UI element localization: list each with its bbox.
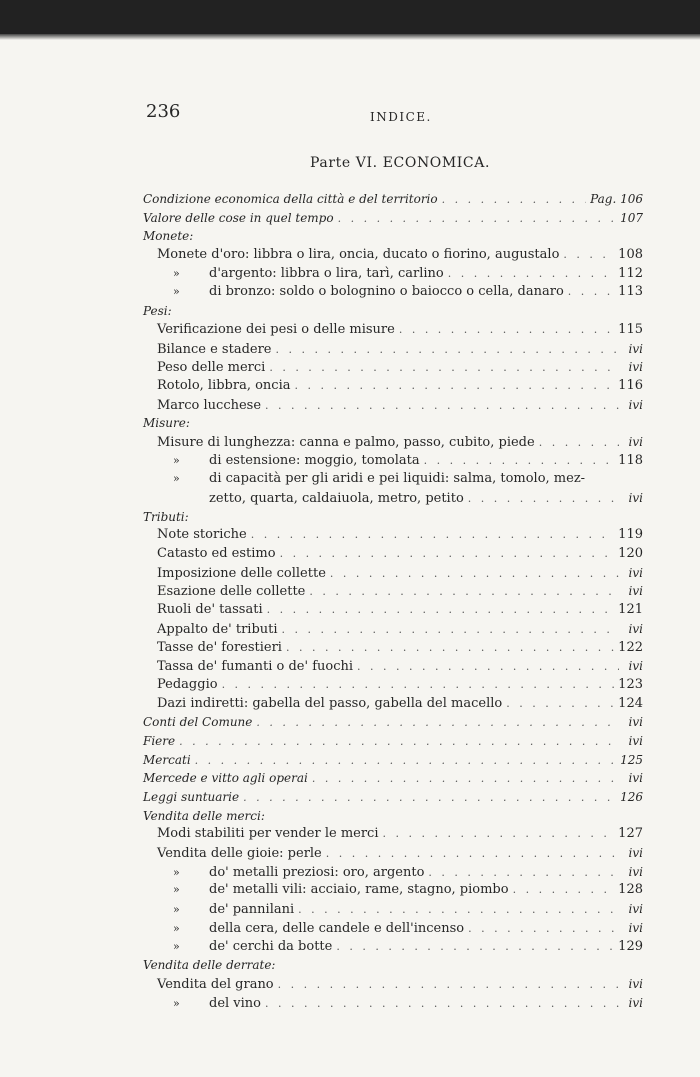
dot-leader bbox=[280, 545, 615, 564]
toc-entry bbox=[143, 825, 643, 844]
toc-page-ref: 129 bbox=[618, 938, 643, 954]
toc-page-ref: ivi bbox=[628, 659, 643, 674]
toc-entry-text: d'argento: libbra o lira, tarì, carlino bbox=[209, 265, 444, 281]
dot-leader bbox=[336, 938, 614, 957]
toc-page-ref: 112 bbox=[618, 265, 643, 281]
toc-entry-text: Valore delle cose in quel tempo bbox=[143, 210, 334, 225]
toc-entry bbox=[143, 283, 643, 302]
toc-entry bbox=[143, 900, 643, 919]
dot-leader bbox=[506, 695, 614, 714]
ditto-mark: » bbox=[173, 453, 180, 467]
toc-page-ref: ivi bbox=[628, 434, 643, 449]
toc-entry-text: di capacità per gli aridi e pei liquidi: salma, tomolo, mez- bbox=[209, 471, 586, 487]
toc-entry-text: Tassa de' fumanti o de' fuochi bbox=[157, 659, 354, 675]
toc-page-ref: ivi bbox=[628, 976, 643, 991]
toc-entry-text: Mercede e vitto agli operai bbox=[143, 771, 308, 786]
toc-page-ref: 124 bbox=[618, 695, 643, 711]
dot-leader bbox=[338, 210, 617, 229]
toc-entry bbox=[143, 470, 643, 489]
toc-heading bbox=[143, 508, 643, 527]
ditto-mark: » bbox=[173, 865, 180, 879]
toc-page-ref: Pag. 106 bbox=[590, 192, 643, 206]
toc-entry bbox=[143, 265, 643, 284]
toc-page-ref: 121 bbox=[618, 602, 643, 618]
toc-entry-text: Mercati bbox=[143, 752, 191, 767]
toc-entry-text: Esazione delle collette bbox=[157, 584, 306, 600]
toc-entry-text: Vendita delle merci: bbox=[143, 808, 265, 823]
toc-entry bbox=[143, 657, 643, 676]
toc-entry-text: Leggi suntuarie bbox=[143, 790, 240, 804]
ditto-mark: » bbox=[173, 285, 180, 299]
dot-leader bbox=[265, 995, 619, 1014]
toc-entry bbox=[143, 863, 643, 882]
toc-heading bbox=[143, 414, 643, 433]
toc-entry-text: Appalto de' tributi bbox=[157, 621, 278, 637]
toc-page-ref: ivi bbox=[628, 771, 643, 786]
toc-entry-text: Monete d'oro: libbra o lira, oncia, ducato o fiorino, augustalo bbox=[157, 247, 560, 263]
toc-heading bbox=[143, 788, 643, 807]
toc-entry bbox=[143, 881, 643, 900]
toc-page-ref: ivi bbox=[628, 733, 643, 748]
toc-entry-text: Pedaggio bbox=[157, 676, 218, 692]
dot-leader bbox=[563, 246, 614, 265]
toc-entry-text: Monete: bbox=[143, 229, 194, 244]
toc-entry-text: Fiere bbox=[143, 733, 176, 748]
dot-leader bbox=[265, 397, 619, 416]
toc-page-ref: ivi bbox=[628, 864, 643, 879]
toc-entry bbox=[143, 582, 643, 601]
toc-entry bbox=[143, 340, 643, 359]
toc-page-ref: 107 bbox=[620, 210, 643, 225]
toc-entry bbox=[143, 526, 643, 545]
toc-page-ref: 128 bbox=[618, 882, 643, 898]
toc-page-ref: ivi bbox=[628, 920, 643, 935]
toc-entry-text: Conti del Comune bbox=[143, 715, 253, 730]
toc-entry-text: Imposizione delle collette bbox=[157, 565, 326, 581]
toc-entry-text: Tasse de' forestieri bbox=[157, 639, 282, 655]
toc-entry-text: Vendita delle gioie: perle bbox=[157, 846, 322, 862]
dot-leader bbox=[468, 490, 619, 509]
dot-leader bbox=[282, 621, 619, 640]
dot-leader bbox=[267, 601, 615, 620]
toc-page-ref: 113 bbox=[618, 284, 643, 300]
toc-entry-text: de' cerchi da botte bbox=[209, 938, 333, 954]
ditto-mark: » bbox=[173, 939, 180, 953]
toc-page-ref: ivi bbox=[628, 995, 643, 1010]
toc-entry bbox=[143, 695, 643, 714]
dot-leader bbox=[468, 920, 619, 939]
toc-page-ref: 122 bbox=[618, 639, 643, 655]
toc-entry-text: Verificazione dei pesi o delle misure bbox=[157, 321, 395, 337]
ditto-mark: » bbox=[173, 472, 180, 486]
dot-leader bbox=[312, 770, 619, 789]
toc-page-ref: 126 bbox=[620, 790, 643, 804]
toc-entry-text: Misure: bbox=[143, 416, 190, 431]
toc-entry bbox=[143, 919, 643, 938]
toc-page-ref: 115 bbox=[618, 321, 643, 337]
toc-heading bbox=[143, 209, 643, 228]
dot-leader bbox=[298, 901, 619, 920]
dot-leader bbox=[326, 845, 619, 864]
dot-leader bbox=[539, 434, 619, 453]
toc-heading bbox=[143, 769, 643, 788]
toc-entry bbox=[143, 321, 643, 340]
toc-page-ref: ivi bbox=[628, 565, 643, 580]
toc-entry-text: Peso delle merci bbox=[157, 360, 266, 376]
ditto-mark: » bbox=[173, 903, 180, 917]
toc-entry-text: del vino bbox=[209, 995, 262, 1011]
toc-entry bbox=[143, 246, 643, 265]
toc-entry bbox=[143, 620, 643, 639]
toc-entry bbox=[143, 844, 643, 863]
dot-leader bbox=[256, 714, 619, 733]
toc-page-ref: 108 bbox=[618, 247, 643, 263]
toc-page-ref: ivi bbox=[628, 341, 643, 356]
toc-page-ref: ivi bbox=[628, 360, 643, 375]
toc-heading bbox=[143, 302, 643, 321]
toc-entry-text: Misure di lunghezza: canna e palmo, passo, cubito, piede bbox=[157, 434, 535, 450]
page-number: 236 bbox=[146, 101, 181, 122]
toc-page-ref: 118 bbox=[618, 452, 643, 468]
toc-entry-text: Vendita delle derrate: bbox=[143, 958, 276, 973]
toc-entry-text: Condizione economica della città e del territorio bbox=[143, 192, 438, 206]
toc-entry-text: zetto, quarta, caldaiuola, metro, petito bbox=[209, 491, 464, 506]
toc-entry bbox=[143, 938, 643, 957]
dot-leader bbox=[309, 583, 619, 602]
toc-heading bbox=[143, 190, 643, 209]
toc-entry bbox=[143, 433, 643, 452]
ditto-mark: » bbox=[173, 921, 180, 935]
toc-entry-text: Dazi indiretti: gabella del passo, gabella del macello bbox=[157, 695, 503, 711]
toc-entry bbox=[143, 358, 643, 377]
toc-page-ref: ivi bbox=[628, 491, 643, 505]
dot-leader bbox=[399, 321, 614, 340]
toc-entry-text: di bronzo: soldo o bolognino o baiocco o cella, danaro bbox=[209, 284, 564, 300]
toc-page-ref: 119 bbox=[618, 527, 643, 543]
toc-entry-text: Rotolo, libbra, oncia bbox=[157, 377, 291, 393]
toc-page-ref: 127 bbox=[618, 826, 643, 842]
dot-leader bbox=[269, 359, 619, 378]
toc-page-ref: ivi bbox=[628, 715, 643, 730]
toc-entry-text: Tributi: bbox=[143, 509, 189, 524]
dot-leader bbox=[383, 825, 615, 844]
dot-leader bbox=[513, 881, 615, 900]
toc-entry bbox=[143, 676, 643, 695]
dot-leader bbox=[330, 565, 619, 584]
toc-entry bbox=[143, 377, 643, 396]
toc-entry bbox=[143, 639, 643, 658]
toc-page-ref: 120 bbox=[618, 546, 643, 562]
dot-leader bbox=[424, 452, 615, 471]
scan-top-border bbox=[0, 0, 700, 34]
toc-heading bbox=[143, 713, 643, 732]
dot-leader bbox=[251, 526, 614, 545]
toc-heading bbox=[143, 956, 643, 975]
toc-heading bbox=[143, 751, 643, 770]
ditto-mark: » bbox=[173, 883, 180, 897]
ditto-mark: » bbox=[173, 266, 180, 280]
dot-leader bbox=[428, 864, 619, 883]
toc-entry bbox=[143, 564, 643, 583]
toc-page-ref: ivi bbox=[628, 902, 643, 917]
toc-entry-text: Marco lucchese bbox=[157, 397, 262, 413]
dot-leader bbox=[442, 191, 586, 210]
ditto-mark: » bbox=[173, 996, 180, 1010]
toc-heading bbox=[143, 807, 643, 826]
toc-entry bbox=[143, 975, 643, 994]
dot-leader bbox=[448, 265, 614, 284]
dot-leader bbox=[276, 341, 620, 360]
dot-leader bbox=[295, 377, 615, 396]
toc-entry-text: Ruoli de' tassati bbox=[157, 602, 263, 618]
toc-entry bbox=[143, 396, 643, 415]
toc-entry-text: de' pannilani bbox=[209, 902, 295, 918]
table-of-contents bbox=[143, 190, 643, 1012]
toc-page-ref: ivi bbox=[628, 621, 643, 636]
section-title: Parte VI. ECONOMICA. bbox=[310, 155, 491, 171]
toc-entry-text: Modi stabiliti per vender le merci bbox=[157, 826, 379, 842]
toc-entry-text: Vendita del grano bbox=[157, 976, 274, 992]
toc-entry-text: do' metalli preziosi: oro, argento bbox=[209, 864, 425, 880]
toc-page-ref: 116 bbox=[618, 377, 643, 393]
toc-entry-text: della cera, delle candele e dell'incenso bbox=[209, 920, 465, 936]
dot-leader bbox=[243, 789, 616, 808]
toc-page-ref: ivi bbox=[628, 846, 643, 861]
dot-leader bbox=[568, 283, 614, 302]
toc-page-ref: 123 bbox=[618, 676, 643, 692]
toc-entry bbox=[143, 994, 643, 1013]
dot-leader bbox=[286, 639, 614, 658]
toc-entry-text: di estensione: moggio, tomolata bbox=[209, 452, 420, 468]
dot-leader bbox=[357, 658, 619, 677]
toc-heading bbox=[143, 732, 643, 751]
dot-leader bbox=[195, 752, 616, 771]
running-head: INDICE. bbox=[370, 110, 432, 124]
toc-entry-text: Bilance e stadere bbox=[157, 341, 272, 357]
toc-page-ref: 125 bbox=[620, 752, 643, 767]
toc-entry-text: Note storiche bbox=[157, 527, 247, 543]
toc-entry bbox=[143, 452, 643, 471]
toc-heading bbox=[143, 227, 643, 246]
toc-entry bbox=[143, 489, 643, 508]
toc-entry bbox=[143, 545, 643, 564]
toc-entry-text: de' metalli vili: acciaio, rame, stagno, piombo bbox=[209, 882, 509, 898]
dot-leader bbox=[222, 676, 615, 695]
dot-leader bbox=[278, 976, 619, 995]
dot-leader bbox=[179, 733, 619, 752]
toc-entry bbox=[143, 601, 643, 620]
toc-page-ref: ivi bbox=[628, 584, 643, 599]
toc-page-ref: ivi bbox=[628, 397, 643, 412]
toc-entry-text: Catasto ed estimo bbox=[157, 546, 276, 562]
toc-entry-text: Pesi: bbox=[143, 304, 172, 319]
